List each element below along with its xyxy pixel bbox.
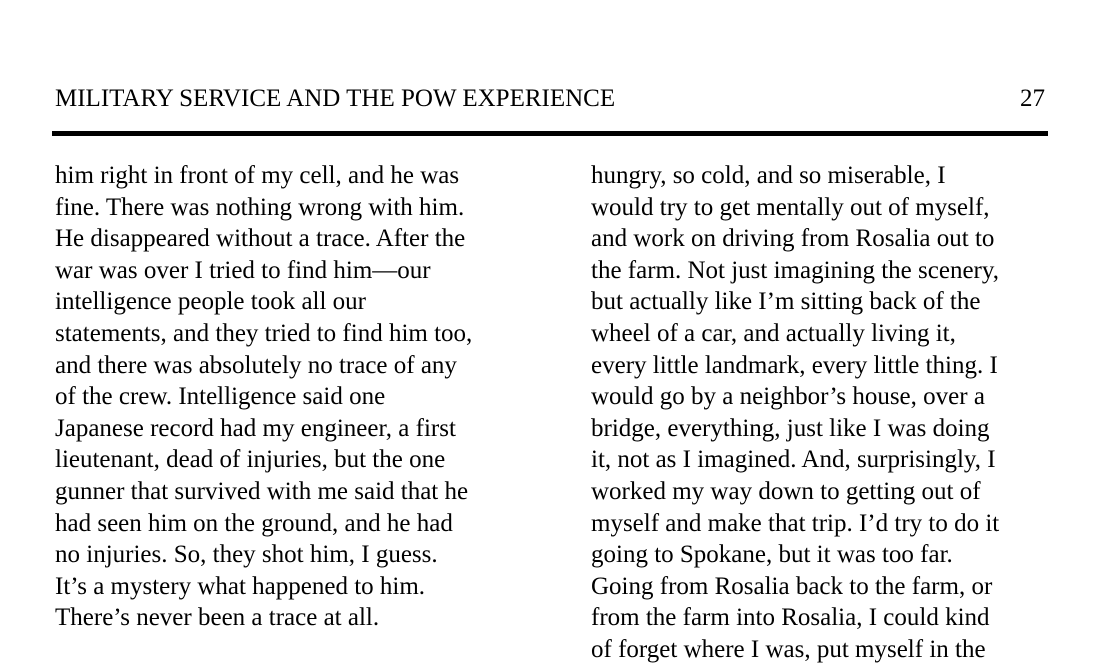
text-line: it, not as I imagined. And, surprisingly, I [591, 446, 996, 474]
text-line: of forget where I was, put myself in the [591, 635, 986, 663]
text-line: fine. There was nothing wrong with him. [55, 193, 465, 221]
text-line: worked my way down to getting out of [591, 477, 981, 505]
text-line: wheel of a car, and actually living it, [591, 319, 956, 347]
left-text-column [55, 160, 535, 634]
text-line: bridge, everything, just like I was doing [591, 414, 990, 442]
text-line: the farm. Not just imagining the scenery, [591, 256, 999, 284]
page-number: 27 [1020, 85, 1045, 112]
text-line: lieutenant, dead of injuries, but the one [55, 446, 446, 474]
text-line: statements, and they tried to find him too, [55, 319, 473, 347]
text-line: going to Spokane, but it was too far. [591, 541, 953, 569]
text-line: no injuries. So, they shot him, I guess. [55, 541, 438, 569]
page-header-title: MILITARY SERVICE AND THE POW EXPERIENCE [55, 85, 616, 112]
text-line: and there was absolutely no trace of any [55, 351, 457, 379]
text-line: There’s never been a trace at all. [55, 604, 380, 632]
text-line: intelligence people took all our [55, 288, 367, 316]
text-line: him right in front of my cell, and he was [55, 162, 460, 189]
text-line: of the crew. Intelligence said one [55, 383, 386, 411]
text-line: Japanese record had my engineer, a first [55, 414, 456, 442]
text-line: would try to get mentally out of myself, [591, 193, 990, 221]
text-line: had seen him on the ground, and he had [55, 509, 453, 537]
text-line: war was over I tried to find him—our [55, 256, 431, 284]
header-rule [52, 131, 1048, 136]
right-text-column [591, 160, 1061, 666]
running-header [55, 82, 1045, 116]
text-line: It’s a mystery what happened to him. [55, 572, 426, 600]
text-line: myself and make that trip. I’d try to do it [591, 509, 1000, 537]
text-line: from the farm into Rosalia, I could kind [591, 604, 990, 632]
text-line: He disappeared without a trace. After the [55, 225, 466, 253]
text-line: gunner that survived with me said that he [55, 477, 469, 505]
text-line: hungry, so cold, and so miserable, I [591, 162, 946, 189]
text-line: and work on driving from Rosalia out to [591, 225, 995, 253]
text-line: every little landmark, every little thing. I [591, 351, 998, 379]
text-line: Going from Rosalia back to the farm, or [591, 572, 993, 600]
text-line: would go by a neighbor’s house, over a [591, 383, 985, 411]
text-line: but actually like I’m sitting back of the [591, 288, 981, 316]
